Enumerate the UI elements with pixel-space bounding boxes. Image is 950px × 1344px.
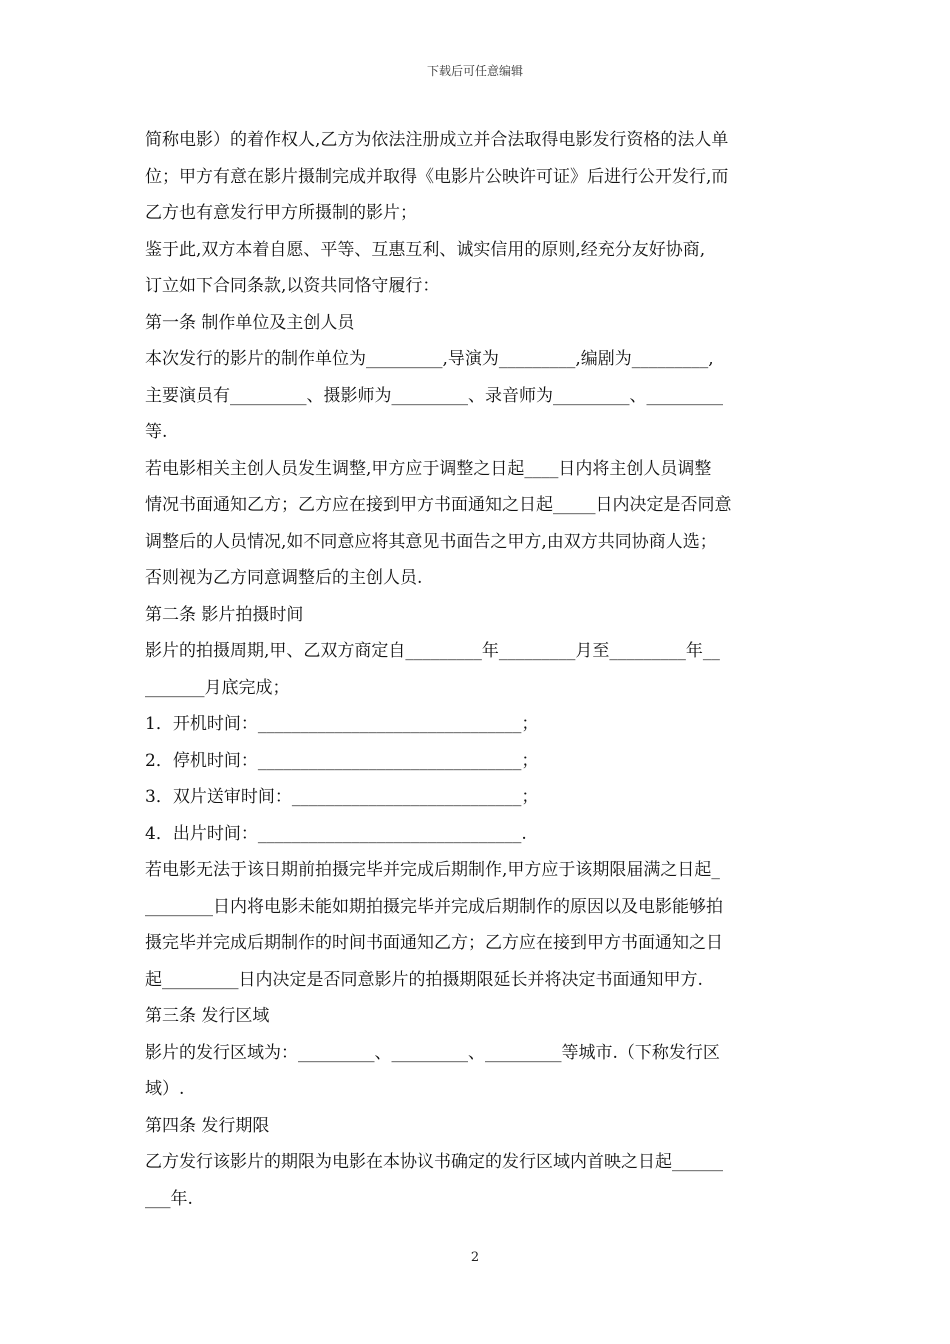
text-line: 乙方发行该影片的期限为电影在本协议书确定的发行区域内首映之日起______ [145, 1152, 723, 1172]
text-line: ___年. [145, 1188, 193, 1209]
text-line: 等. [145, 422, 168, 442]
section-heading: 第三条 发行区域 [145, 1006, 270, 1026]
list-item: 2．停机时间：_______________________________； [145, 750, 539, 771]
page-number: 2 [470, 1250, 480, 1265]
document-body [145, 122, 810, 1217]
text-line: 乙方也有意发行甲方所摄制的影片； [145, 203, 417, 223]
section-heading: 第四条 发行期限 [145, 1115, 270, 1136]
page-header: 下载后可任意编辑 [426, 64, 523, 78]
text-line: 起_________日内决定是否同意影片的拍摄期限延长并将决定书面通知甲方. [145, 969, 703, 990]
text-line: 简称电影）的着作权人,乙方为依法注册成立并合法取得电影发行资格的法人单 [145, 130, 729, 150]
text-line: 若电影无法于该日期前拍摄完毕并完成后期制作,甲方应于该期限届满之日起_ [145, 860, 720, 880]
text-line: 摄完毕并完成后期制作的时间书面通知乙方；乙方应在接到甲方书面通知之日 [145, 933, 723, 953]
text-line: 域）. [145, 1079, 185, 1099]
text-line: 影片的拍摄周期,甲、乙双方商定自_________年_________月至_________年__ [145, 641, 720, 661]
text-line: 若电影相关主创人员发生调整,甲方应于调整之日起____日内将主创人员调整 [145, 458, 712, 479]
section-heading: 第二条 影片拍摄时间 [145, 604, 304, 625]
text-line: 影片的发行区域为：_________、_________、_________等城市.（下称发行区 [145, 1042, 720, 1063]
list-item: 4．出片时间：_______________________________. [145, 823, 527, 844]
text-line: ________日内将电影未能如期拍摄完毕并完成后期制作的原因以及电影能够拍 [145, 896, 723, 917]
list-item: 3．双片送审时间：___________________________； [145, 787, 539, 807]
text-line: 主要演员有_________、摄影师为_________、录音师为_________、_________ [145, 385, 723, 406]
text-line: 情况书面通知乙方；乙方应在接到甲方书面通知之日起_____日内决定是否同意 [145, 495, 732, 515]
list-item: 1．开机时间：_______________________________； [145, 714, 539, 734]
text-line: 鉴于此,双方本着自愿、平等、互惠互利、诚实信用的原则,经充分友好协商, [145, 239, 706, 260]
text-line: 调整后的人员情况,如不同意应将其意见书面告之甲方,由双方共同协商人选； [145, 531, 717, 552]
text-line: _______月底完成； [145, 677, 290, 698]
text-line: 本次发行的影片的制作单位为_________,导演为_________,编剧为_________, [145, 349, 714, 369]
text-line: 订立如下合同条款,以资共同恪守履行： [145, 276, 440, 296]
text-line: 否则视为乙方同意调整后的主创人员. [145, 568, 423, 588]
text-line: 位；甲方有意在影片摄制完成并取得《电影片公映许可证》后进行公开发行,而 [145, 166, 729, 187]
section-heading: 第一条 制作单位及主创人员 [145, 312, 355, 333]
